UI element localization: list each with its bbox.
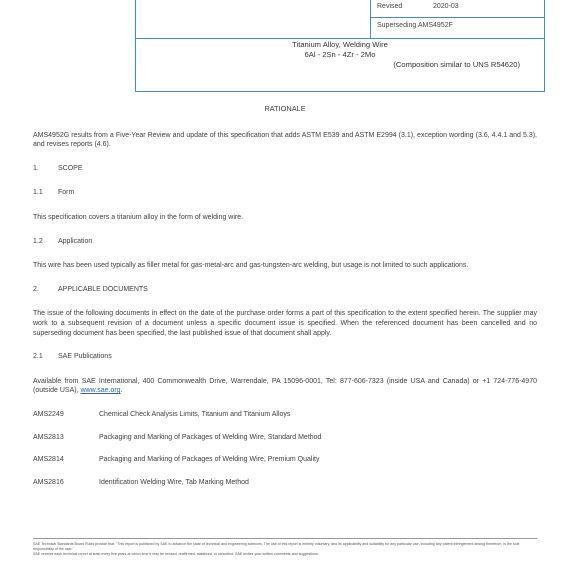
revised-value: 2020-03 (433, 3, 459, 10)
sae-address-end: . (120, 387, 123, 395)
section-2-1-heading (33, 352, 537, 362)
reference-row (33, 433, 537, 443)
reference-title: Chemical Check Analysis Limits, Titanium and Titanium Alloys (99, 410, 291, 418)
reference-title: Packaging and Marking of Packages of Welding Wire, Premium Quality (99, 456, 320, 464)
reference-title: Packaging and Marking of Packages of Welding Wire, Standard Method (99, 433, 322, 441)
sae-website-link[interactable]: www.sae.org (80, 387, 121, 395)
header-top-row (136, 0, 544, 39)
section-1-heading (33, 164, 537, 174)
section-2-heading (33, 285, 537, 295)
sae-address-text: Available from SAE International, 400 Commonwealth Drive, Warrendale, PA 15096-0001, Tel: 877-606-7323 (inside USA and Canada) or +1 724-776-4970 (outside USA), (33, 377, 537, 395)
section-number: 2. (33, 285, 39, 293)
rationale-text: AMS4952G results from a Five-Year Review and update of this specification that adds ASTM E539 and ASTM E2994 (3.1), exception wording (3.6, 4.4.1 and 5.3), and revises reports (4.6). (33, 131, 537, 149)
section-title: APPLICABLE DOCUMENTS (58, 285, 148, 293)
section-number: 1.1 (33, 189, 43, 197)
section-number: 2.1 (33, 353, 43, 361)
revised-label: Revised (377, 3, 403, 10)
section-title: SCOPE (58, 164, 83, 172)
footer-disclaimer: SAE Technical Standards Board Rules provide that: "This report is published by SAE to advance the state of technical and engineering sciences. The use of this report is entirely voluntary, and its applicability and suitability for any particular use, including any patent infringement arising therefrom, is the sole responsibility of the user." (33, 542, 520, 551)
document-body (33, 104, 537, 500)
section-2-1-text (33, 377, 537, 396)
revision-metadata (370, 0, 545, 38)
section-1-1-text: This specification covers a titanium alloy in the form of welding wire. (33, 213, 244, 221)
superseding-row (377, 22, 453, 29)
section-2-text: The issue of the following documents in effect on the date of the purchase order forms a part of this specification to the extent specified herein. The supplier may work to a subsequent revision of a document unless a specific document issue is specified. When the referenced document has been cancelled and no superseding document has been specified, the last published issue of that document shall apply. (33, 310, 537, 337)
legal-footer (33, 538, 537, 557)
section-number: 1.2 (33, 237, 43, 245)
superseding-value: AMS4952F (417, 22, 453, 29)
reference-code: AMS2249 (33, 410, 64, 418)
revised-row (377, 3, 459, 10)
section-title: SAE Publications (58, 353, 112, 361)
title-line-1: Titanium Alloy, Welding Wire (292, 40, 388, 49)
reference-title: Identification Welding Wire, Tab Marking Method (99, 478, 249, 486)
document-title (136, 40, 544, 70)
title-line-3: (Composition similar to UNS R54620) (393, 60, 520, 69)
section-1-1-heading (33, 188, 537, 198)
section-number: 1. (33, 164, 39, 172)
superseding-label: Superseding (377, 22, 417, 29)
footer-review-note: SAE reviews each technical report at least every five years at which time it may be revised, reaffirmed, stabilized, or cancelled. SAE invites your written comments and suggestions. (33, 552, 319, 556)
reference-code: AMS2813 (33, 433, 64, 441)
section-title: Form (58, 189, 75, 197)
section-1-2-heading (33, 237, 537, 247)
reference-code: AMS2814 (33, 456, 64, 464)
title-line-2: 6Al - 2Sn - 4Zr - 2Mo (304, 50, 376, 59)
section-1-2-text: This wire has been used typically as filler metal for gas-metal-arc and gas-tungsten-arc welding, but usage is not limited to such applications. (33, 262, 469, 270)
reference-row (33, 455, 537, 465)
reference-row (33, 410, 537, 420)
section-title: Application (58, 237, 93, 245)
rationale-heading: RATIONALE (264, 104, 306, 113)
reference-row (33, 478, 537, 488)
reference-code: AMS2816 (33, 478, 64, 486)
metadata-divider (371, 17, 545, 18)
document-header (135, 0, 545, 92)
